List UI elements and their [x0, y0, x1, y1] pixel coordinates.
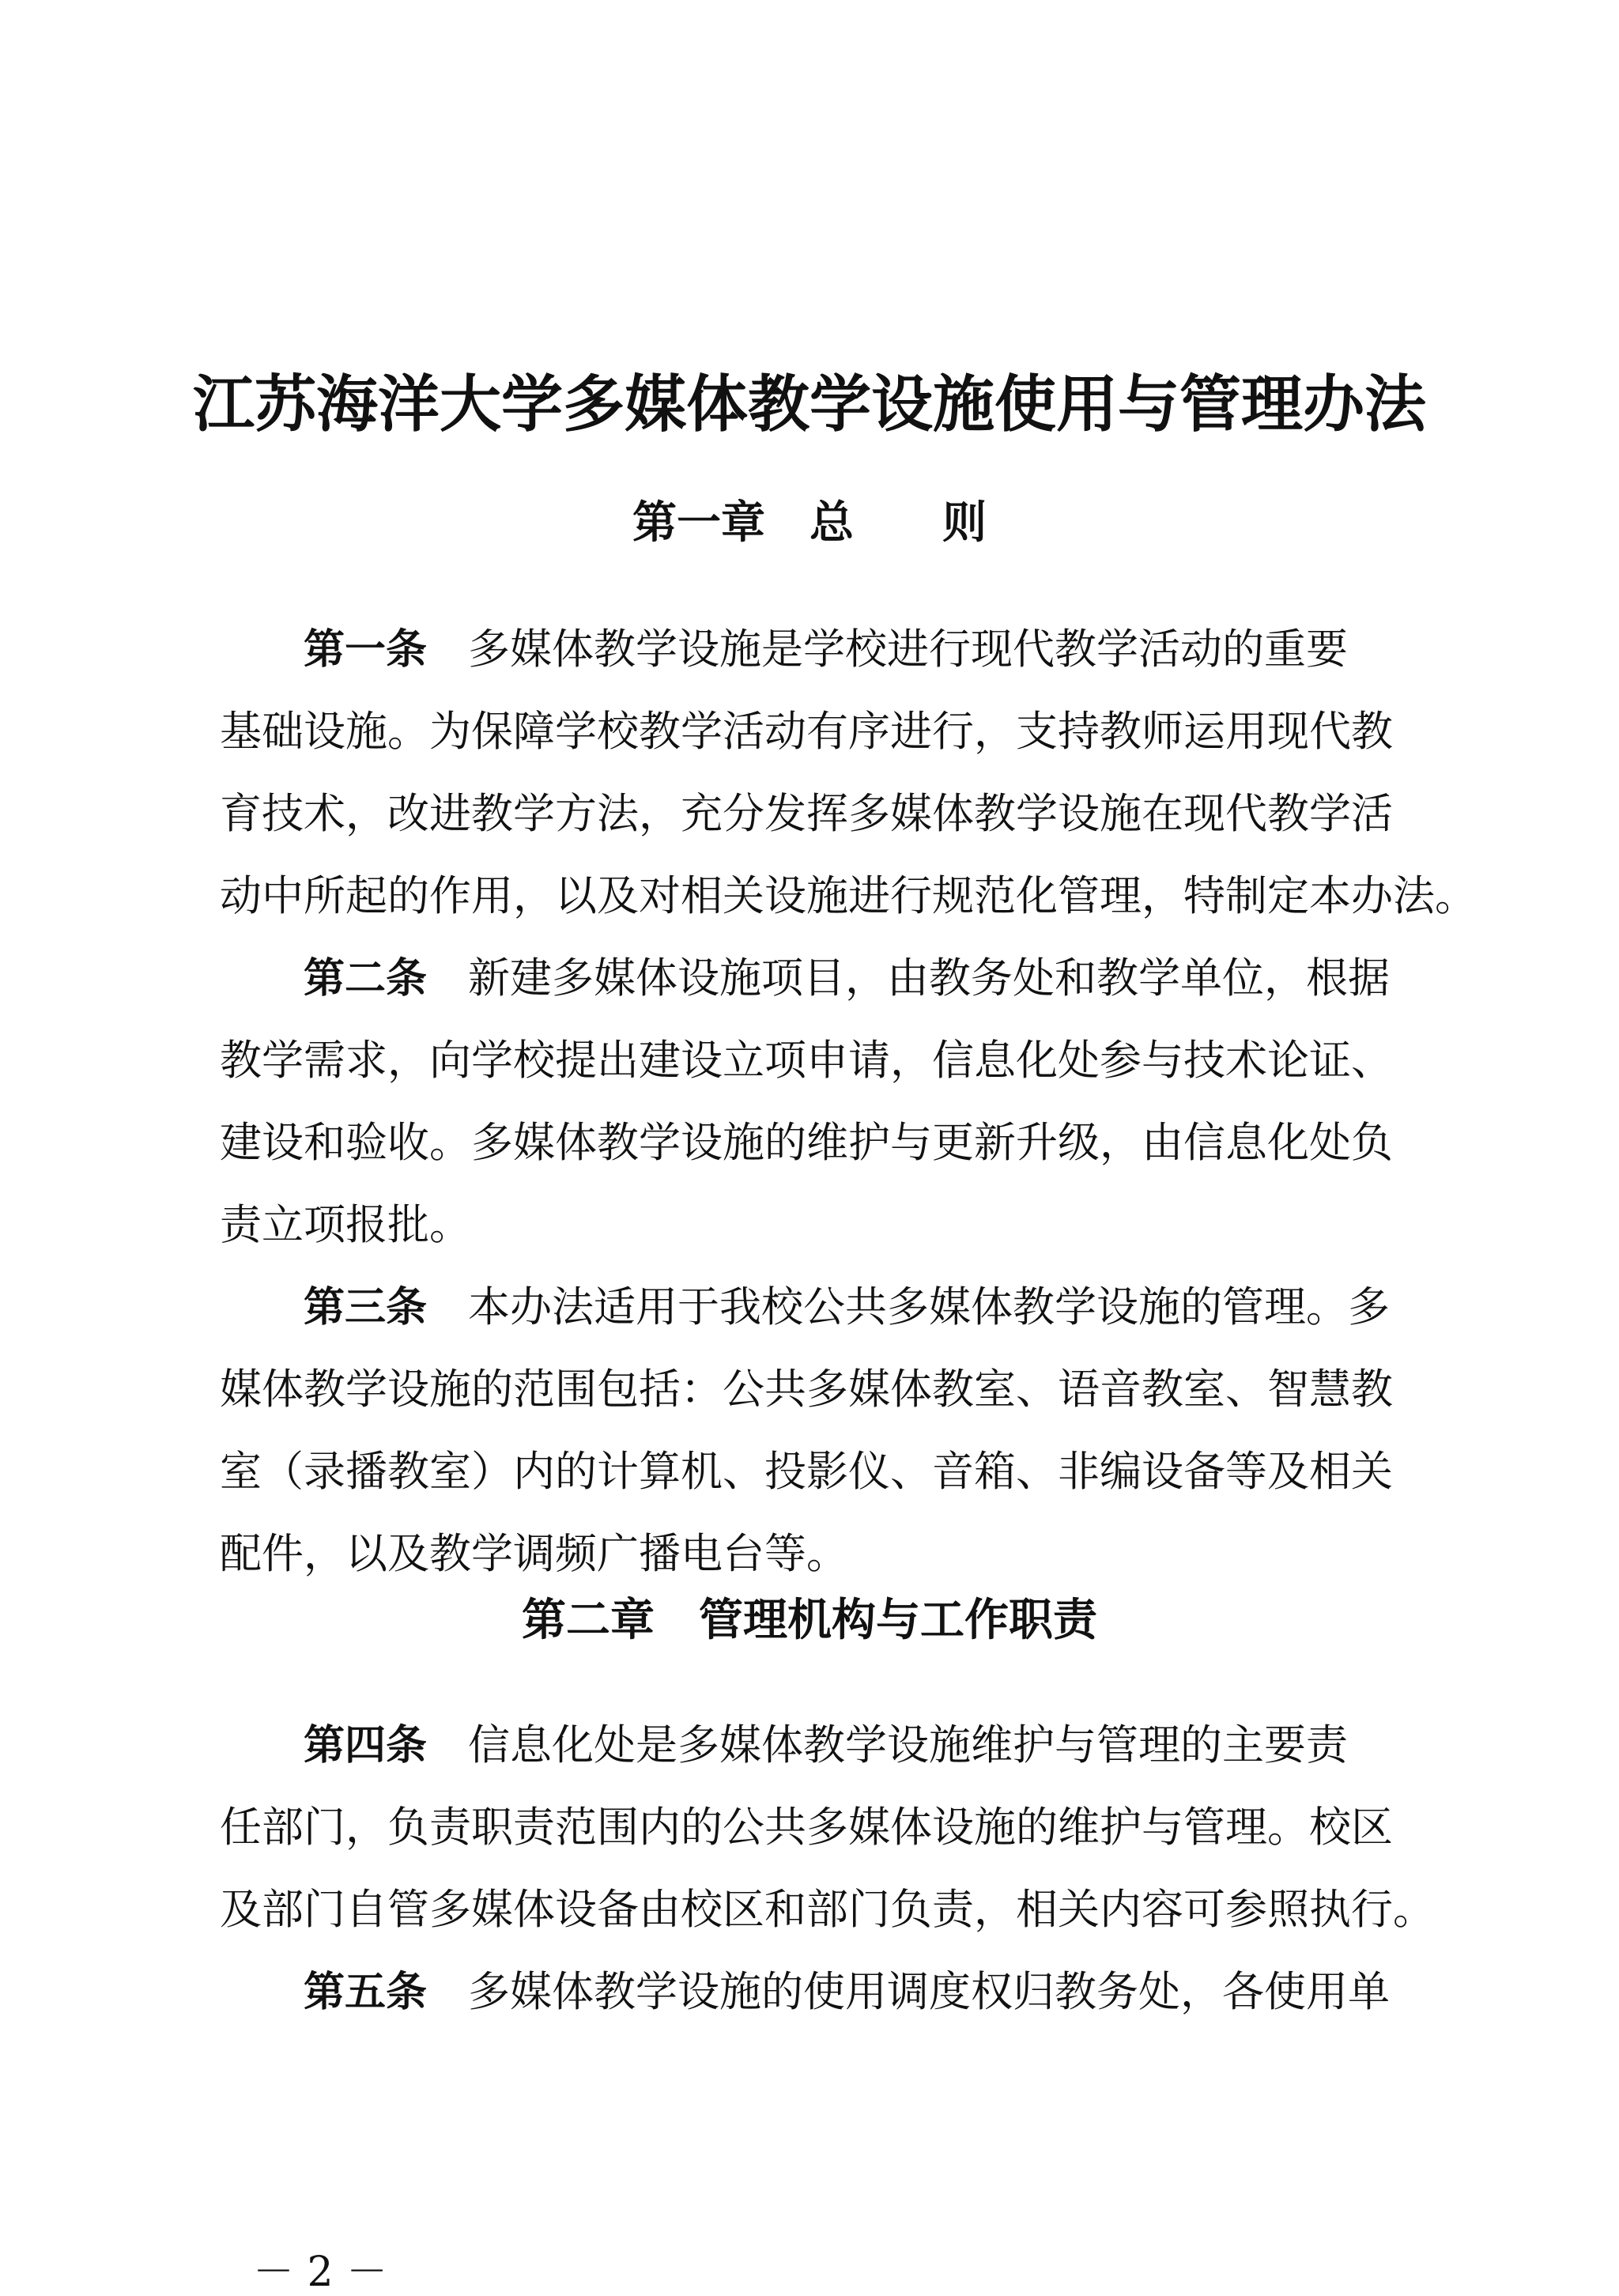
article-1-label: 第一条 [304, 626, 428, 674]
article-1-line-1: 多媒体教学设施是学校进行现代教学活动的重要 [468, 625, 1349, 674]
article-2-label: 第二条 [304, 955, 428, 1003]
document-title: 江苏海洋大学多媒体教学设施使用与管理办法 [192, 369, 1426, 440]
article-5-label: 第五条 [304, 1969, 428, 2016]
article-4-label: 第四条 [304, 1722, 428, 1769]
article-1-line-3: 育技术，改进教学方法，充分发挥多媒体教学设施在现代教学活 [220, 790, 1393, 838]
article-4-line-1: 信息化处是多媒体教学设施维护与管理的主要责 [468, 1721, 1349, 1769]
article-3-label: 第三条 [304, 1284, 428, 1331]
article-3-line-3: 室（录播教室）内的计算机、投影仪、音箱、非编设备等及相关 [220, 1448, 1393, 1496]
article-4-first-line [304, 1714, 1489, 1777]
article-5-first-line [304, 1961, 1489, 2024]
article-1-line-4: 动中所起的作用，以及对相关设施进行规范化管理，特制定本办法。 [220, 872, 1477, 920]
page-number: － 2 － [253, 2249, 388, 2296]
article-2-first-line [304, 947, 1489, 1010]
article-2-line-2: 教学需求，向学校提出建设立项申请，信息化处参与技术论证、 [220, 1037, 1393, 1085]
article-2-line-1: 新建多媒体设施项目，由教务处和教学单位，根据 [468, 954, 1391, 1003]
chapter-2-heading: 第二章 管理机构与工作职责 [522, 1595, 1097, 1646]
chapter-1-heading: 第一章 总 则 [632, 497, 987, 549]
article-5-line-1: 多媒体教学设施的使用调度权归教务处，各使用单 [468, 1968, 1391, 2016]
article-2-line-3: 建设和验收。多媒体教学设施的维护与更新升级，由信息化处负 [220, 1119, 1393, 1167]
article-1-first-line [304, 618, 1489, 682]
article-4-line-2: 任部门，负责职责范围内的公共多媒体设施的维护与管理。校区 [220, 1803, 1393, 1852]
article-3-line-1: 本办法适用于我校公共多媒体教学设施的管理。多 [468, 1283, 1391, 1331]
article-2-line-4: 责立项报批。 [220, 1201, 471, 1249]
article-1-line-2: 基础设施。为保障学校教学活动有序进行，支持教师运用现代教 [220, 708, 1393, 756]
article-3-line-2: 媒体教学设施的范围包括：公共多媒体教室、语音教室、智慧教 [220, 1365, 1393, 1414]
article-4-line-3: 及部门自管多媒体设备由校区和部门负责，相关内容可参照执行。 [220, 1886, 1435, 1934]
article-3-line-4: 配件，以及教学调频广播电台等。 [220, 1530, 848, 1578]
article-3-first-line [304, 1276, 1489, 1339]
